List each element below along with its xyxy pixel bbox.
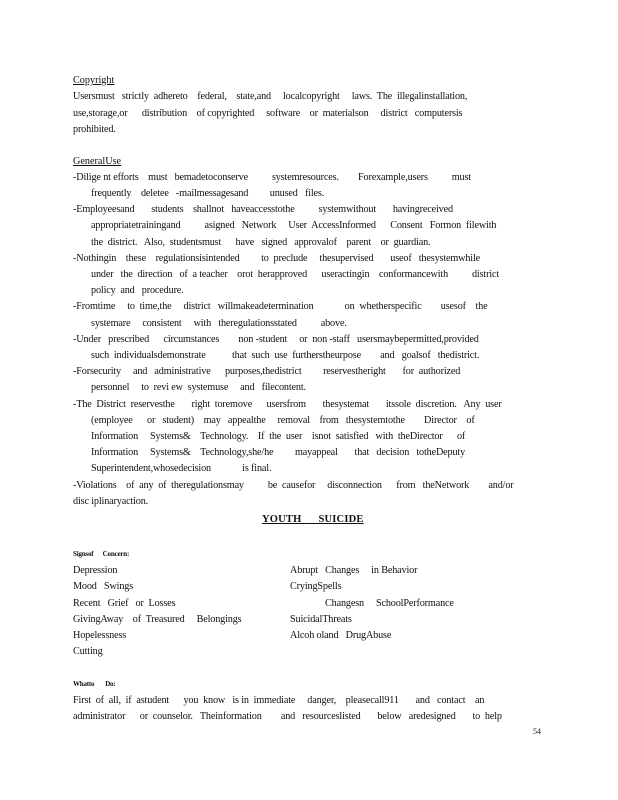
general-use-line: policy and procedure. xyxy=(91,285,184,296)
general-use-line: appropriatetrainingand asigned Network User AccessInformed Consent Formon filewith xyxy=(91,220,497,231)
sign-item-right: CryingSpells xyxy=(290,581,342,592)
general-use-line: such individualsdemonstrate that such use furtherstheurpose and goalsof thedistrict. xyxy=(91,350,480,361)
what-to-do-line: First of all, if astudent you know is in immediate danger, pleasecall911 and contact an xyxy=(73,695,485,706)
copyright-heading: Copyright xyxy=(73,75,115,86)
general-use-line: under the direction of a teacher orot herapproved useractingin conformancewith district xyxy=(91,269,500,280)
general-use-line: -Nothingin these regulationsisintended to preclude thesupervised useof thesystemwhile xyxy=(73,253,481,264)
what-to-do-heading: Whatto Do: xyxy=(73,680,116,688)
general-use-line: personnel to revi ew systemuse and filecontent. xyxy=(91,382,306,393)
general-use-line: disc iplinaryaction. xyxy=(73,496,149,507)
general-use-line: systemare consistent with theregulationsstated above. xyxy=(91,318,347,329)
general-use-line: -Violations of any of theregulationsmay be causefor disconnection from theNetwork and/or xyxy=(73,480,514,491)
general-use-line: -Employeesand students shallnot haveaccesstothe systemwithout havingreceived xyxy=(73,204,453,215)
sign-item-right: Changesn SchoolPerformance xyxy=(325,598,454,609)
sign-item-right: Abrupt Changes in Behavior xyxy=(290,565,418,576)
general-use-line: the district. Also, studentsmust have signed approvalof parent or guardian. xyxy=(91,237,431,248)
copyright-line-1: Usersmust strictly adhereto federal, state,and localcopyright laws. The illegalinstallation, xyxy=(73,91,468,102)
sign-item-left: Cutting xyxy=(73,646,103,657)
sign-item-right: Alcoh oland DrugAbuse xyxy=(290,630,392,641)
general-use-line: Information Systems& Technology,she/he mayappeal that decision totheDeputy xyxy=(91,447,466,458)
sign-item-left: Hopelessness xyxy=(73,630,127,641)
sign-item-left: Mood Swings xyxy=(73,581,134,592)
general-use-line: -Fromtime to time,the district willmakeadetermination on whetherspecific usesof the xyxy=(73,301,488,312)
youth-suicide-title: YOUTH SUICIDE xyxy=(262,514,364,525)
what-to-do-line: administrator or counselor. Theinformation and resourceslisted below aredesigned to help xyxy=(73,711,502,722)
copyright-line-2: use,storage,or distribution of copyrighted software or materialson district computersis xyxy=(73,108,463,119)
general-use-line: (employee or student) may appealthe removal from thesystemtothe Director of xyxy=(91,415,475,426)
sign-item-left: GivingAway of Treasured Belongings xyxy=(73,614,242,625)
sign-item-right: SuicidalThreats xyxy=(290,614,352,625)
copyright-line-3: prohibited. xyxy=(73,124,116,135)
general-use-line: Information Systems& Technology. If the user isnot satisfied with theDirector of xyxy=(91,431,466,442)
general-use-line: -Under prescribed circumstances non -student or non -staff usersmaybepermitted,provided xyxy=(73,334,479,345)
signs-of-concern-heading: Signsof Concern: xyxy=(73,550,130,558)
general-use-heading: GeneralUse xyxy=(73,156,122,167)
sign-item-left: Recent Grief or Losses xyxy=(73,598,176,609)
general-use-line: -Dilige nt efforts must bemadetoconserve systemresources. Forexample,users must xyxy=(73,172,471,183)
general-use-line: -The District reservesthe right toremove usersfrom thesystemat itssole discretion. Any user xyxy=(73,399,502,410)
general-use-line: -Forsecurity and administrative purposes,thedistrict reservestheright for authorized xyxy=(73,366,461,377)
general-use-line: Superintendent,whosedecision is final. xyxy=(91,463,272,474)
page-number: 54 xyxy=(533,727,541,736)
general-use-line: frequently deletee -mailmessagesand unused files. xyxy=(91,188,325,199)
sign-item-left: Depression xyxy=(73,565,118,576)
